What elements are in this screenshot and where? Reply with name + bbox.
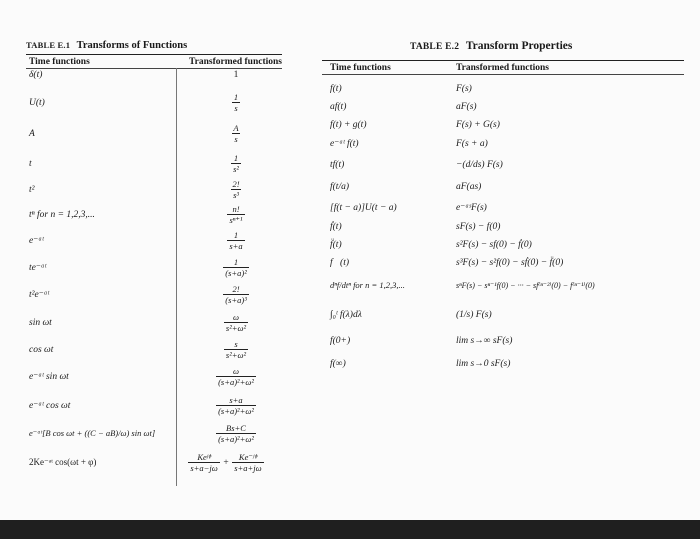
table-row: tf(t) −(d/ds) F(s) [330, 160, 503, 170]
table-row: U(t) $\frac{1}{s}$ [29, 92, 239, 113]
table-row: t² $\frac{2!}{\text{s³}}$ [29, 179, 240, 200]
table-e2-header [322, 61, 684, 74]
table-row: f(0+) lim s→∞ sF(s) [330, 336, 513, 346]
table-e1 [26, 40, 282, 473]
table-row: cos ωt $\frac{s}{\text{s²+ω²}}$ [29, 339, 247, 360]
table-row: f⃛(t) s³F(s) − s²f(0) − sḟ(0) − f̈(0) [330, 258, 564, 268]
table-row: e⁻ᵃᵗ[B cos ωt + ((C − aB)/ω) sin ωt] $\frac{Bs+C}{\text{(s+a)²+ω²}}$ [29, 423, 254, 444]
table-row: A $\frac{A}{s}$ [29, 123, 239, 144]
table-e2-caption [410, 40, 684, 52]
table-row: e⁻ᵃᵗ f(t) F(s + a) [330, 138, 488, 149]
table-row: δ(t) 1 [29, 70, 239, 80]
table-e1-title: Transforms of Functions [76, 40, 188, 51]
table-row: af(t) aF(s) [330, 102, 477, 112]
table-row: t²e⁻ᵃᵗ $\frac{2!}{\text{(s+a)³}}$ [29, 284, 247, 305]
table-e1-number: TABLE E.1 [26, 40, 71, 50]
table-row: f(t) F(s) [330, 84, 472, 94]
table-row: dⁿf/dtⁿ for n = 1,2,3,... sⁿF(s) − sⁿ⁻¹f(0) − ··· − sf⁽ⁿ⁻²⁾(0) − f⁽ⁿ⁻¹⁾(0) [330, 280, 595, 290]
table-e2 [322, 40, 684, 369]
table-row: sin ωt $\frac{\omega}{\text{s²+ω²}}$ [29, 312, 247, 333]
table-row: e⁻ᵃᵗ sin ωt $\frac{\omega}{\text{(s+a)²+ω²}}$ [29, 366, 254, 387]
table-row: tⁿ for n = 1,2,3,... $\frac{n!}{\text{sⁿ⁺¹}}$ [29, 204, 243, 225]
table-e1-header [26, 55, 282, 68]
table-row: e⁻ᵃᵗ $\frac{1}{s+a}$ [29, 230, 243, 251]
table-row: f(∞) lim s→0 sF(s) [330, 359, 511, 369]
table-e2-number: TABLE E.2 [410, 42, 460, 52]
table-row: ḟ(t) sF(s) − f(0) [330, 222, 501, 232]
col-time-functions: Time functions [29, 57, 90, 67]
table-row: f(t/a) aF(as) [330, 182, 482, 192]
table-row: f(t) + g(t) F(s) + G(s) [330, 120, 500, 130]
table-e2-title: Transform Properties [465, 40, 573, 52]
table-row: f̈(t) s²F(s) − sf(0) − ḟ(0) [330, 240, 532, 250]
table-row: te⁻ᵃᵗ $\frac{1}{\text{(s+a)²}}$ [29, 257, 247, 278]
table-row: e⁻ᵃᵗ cos ωt $\frac{s+a}{\text{(s+a)²+ω²}}$ [29, 395, 254, 416]
table-row: [f(t − a)]U(t − a) e⁻ᵃˢF(s) [330, 202, 487, 213]
table-e1-caption [26, 40, 282, 51]
col-transformed-functions: Transformed functions [456, 63, 549, 73]
col-time-functions: Time functions [330, 63, 391, 73]
col-transformed-functions: Transformed functions [189, 57, 282, 67]
table-row: 2Ke⁻ᵃᵗ cos(ωt + φ) $\frac{\text{Keʲᶲ}}{s+a-j\omega}$ + $\frac{\text{Ke⁻ʲᶲ}}{s+a+j\omega}$ [29, 452, 262, 473]
table-row: ∫₀ᵗ f(λ)dλ (1/s) F(s) [330, 310, 492, 320]
bottom-bar [0, 520, 700, 539]
table-row: t $\frac{1}{\text{s²}}$ [29, 153, 239, 174]
